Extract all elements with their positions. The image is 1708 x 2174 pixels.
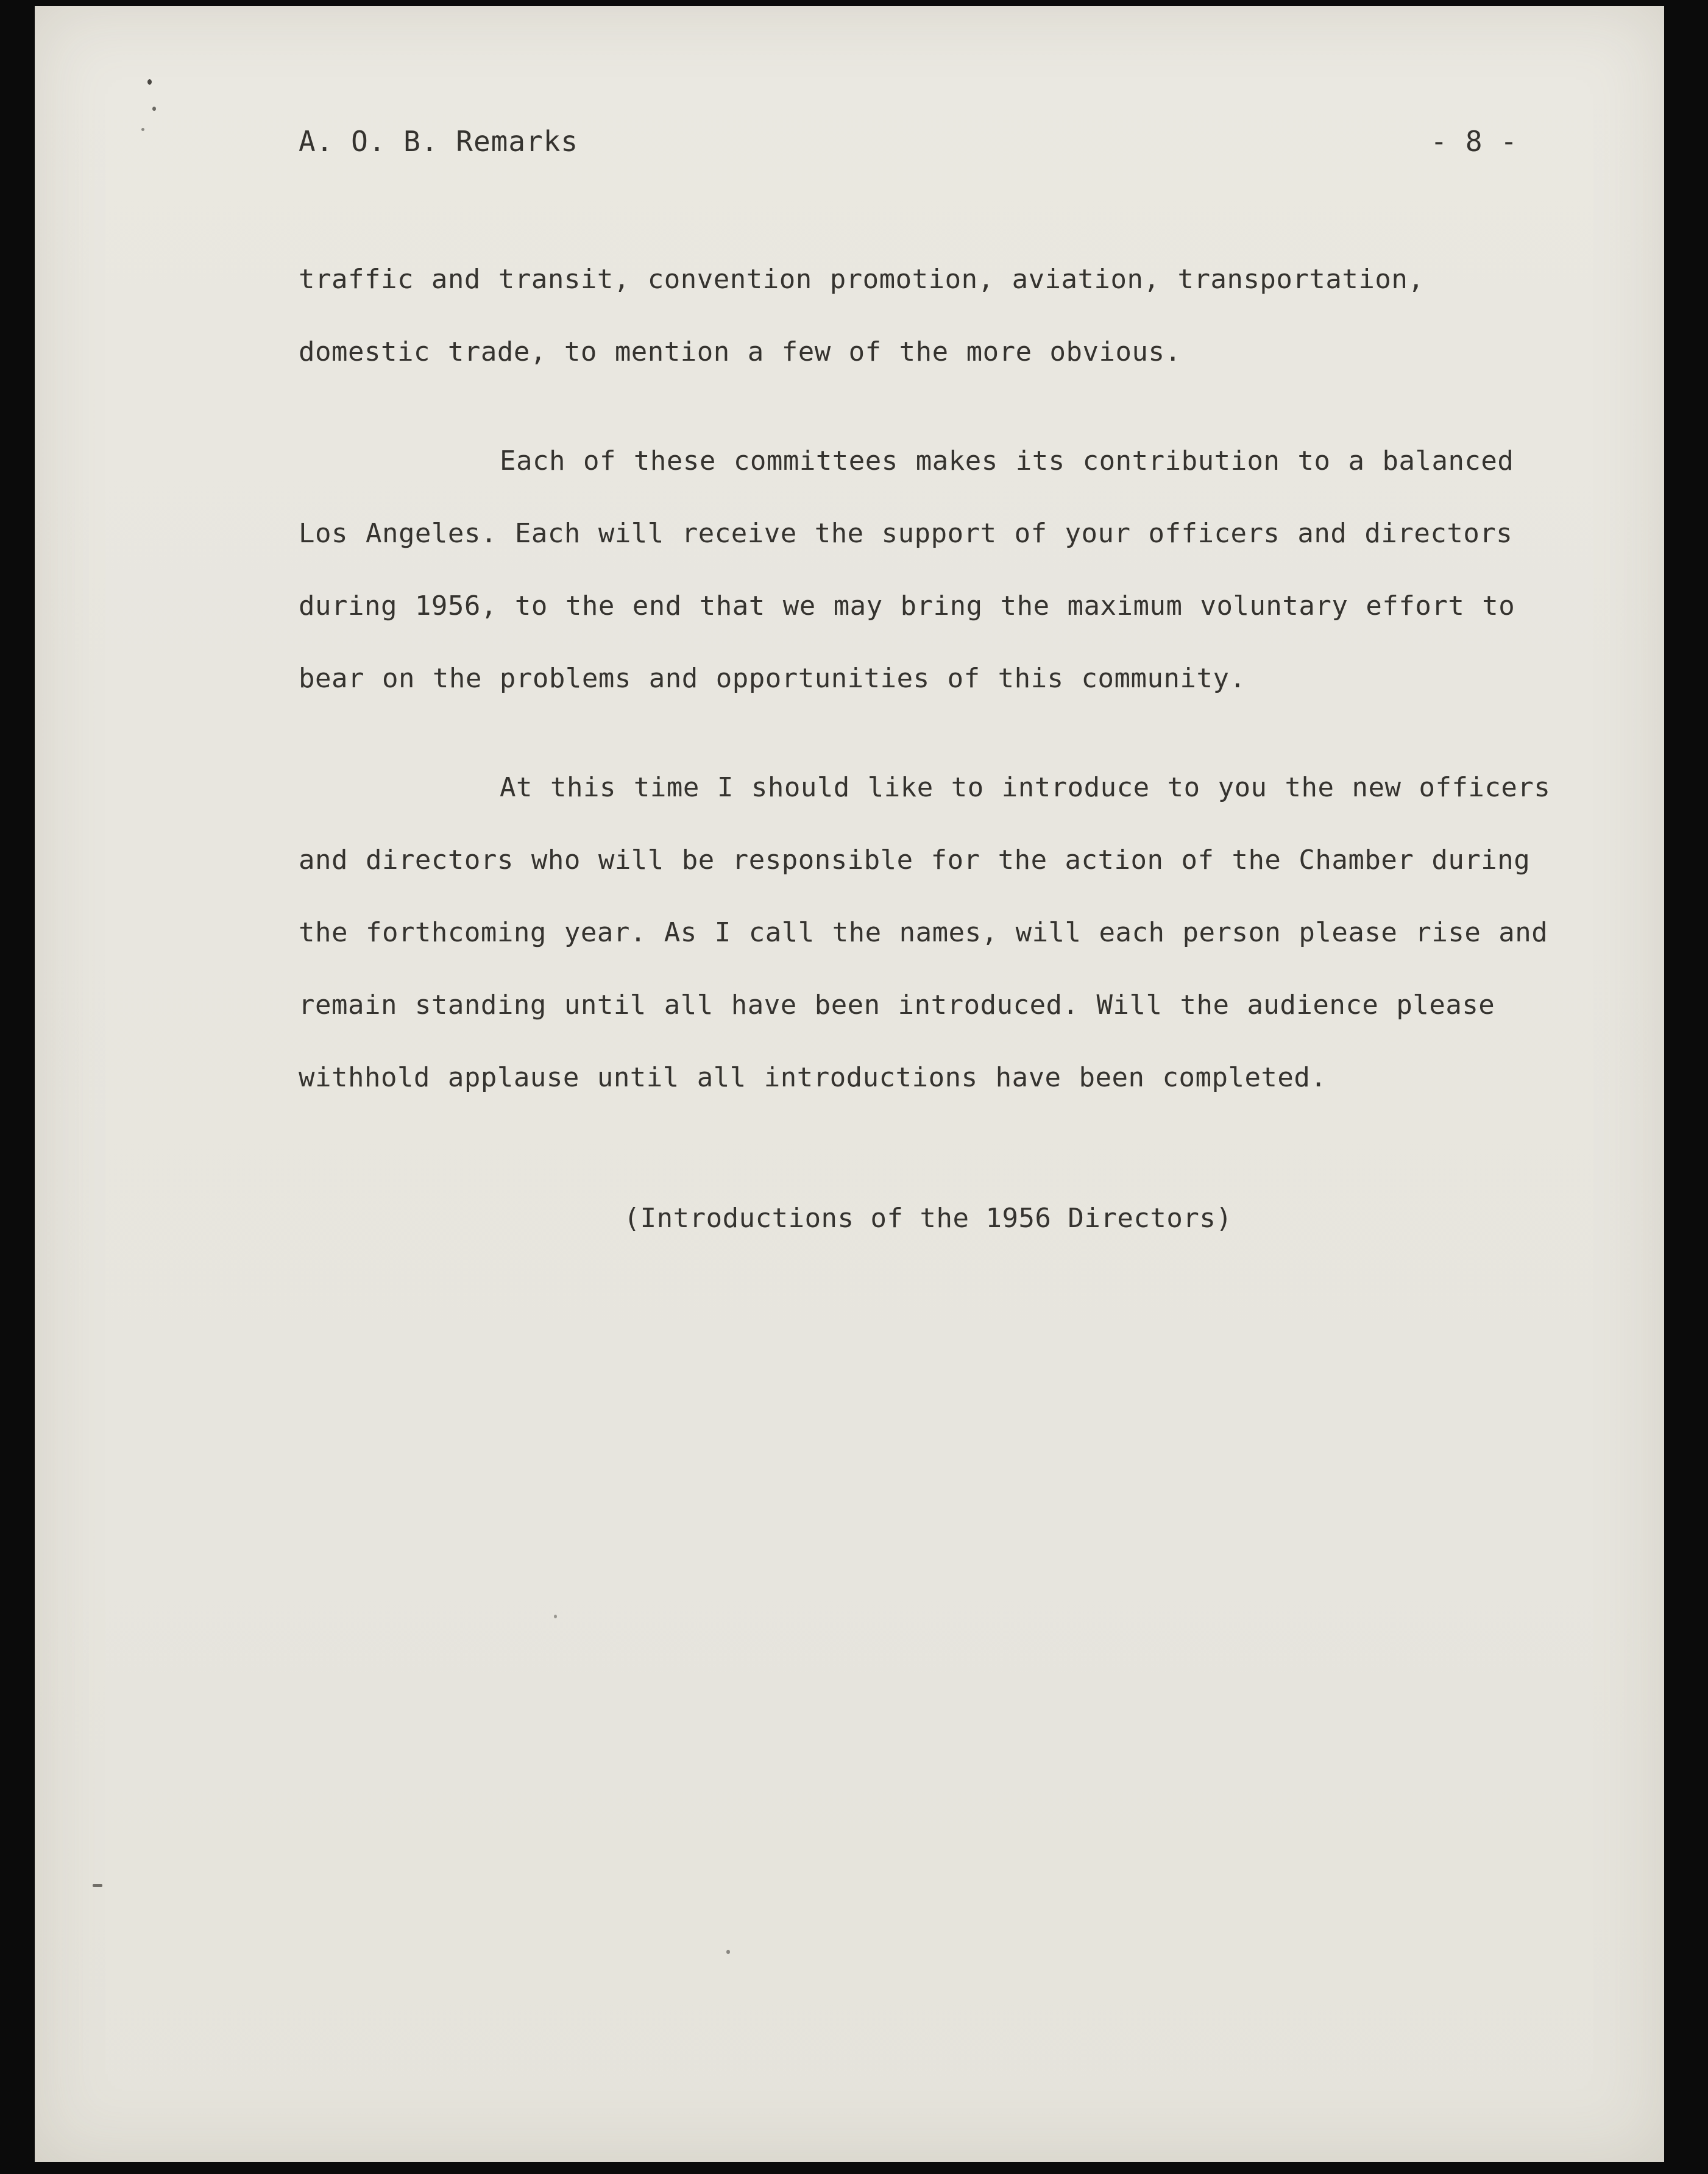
document-title: A. O. B. Remarks [299, 125, 579, 158]
scan-artifact [93, 1884, 102, 1887]
scan-artifact [147, 79, 152, 85]
page-number: - 8 - [1430, 125, 1518, 158]
scan-artifact [152, 107, 156, 111]
page-header [299, 125, 1557, 158]
scan-artifact [554, 1615, 557, 1618]
paragraph-introductions: At this time I should like to introduce to you the new officers and directors who will be responsible for the action of the Chamber during the forthcoming year. As I call the names, will each person please rise and remain standing until all have been introduced. Will the audience please withhold applause until all introductions have been completed. [299, 772, 1551, 1093]
paragraph-continuation: traffic and transit, convention promotion, aviation, transportation, domestic trade, to mention a few of the more obvious. [299, 264, 1425, 367]
scan-artifact [141, 128, 144, 131]
paper-sheet [35, 6, 1664, 2162]
stage-direction-caption: (Introductions of the 1956 Directors) [623, 1203, 1233, 1234]
page-content [299, 125, 1557, 1255]
paragraph-committees: Each of these committees makes its contribution to a balanced Los Angeles. Each will receive the support of your officers and directors during 1956, to the end that we may bring the maximum voluntary effort to bear on the problems and opportunities of this community. [299, 445, 1515, 694]
scan-artifact [726, 1950, 730, 1954]
